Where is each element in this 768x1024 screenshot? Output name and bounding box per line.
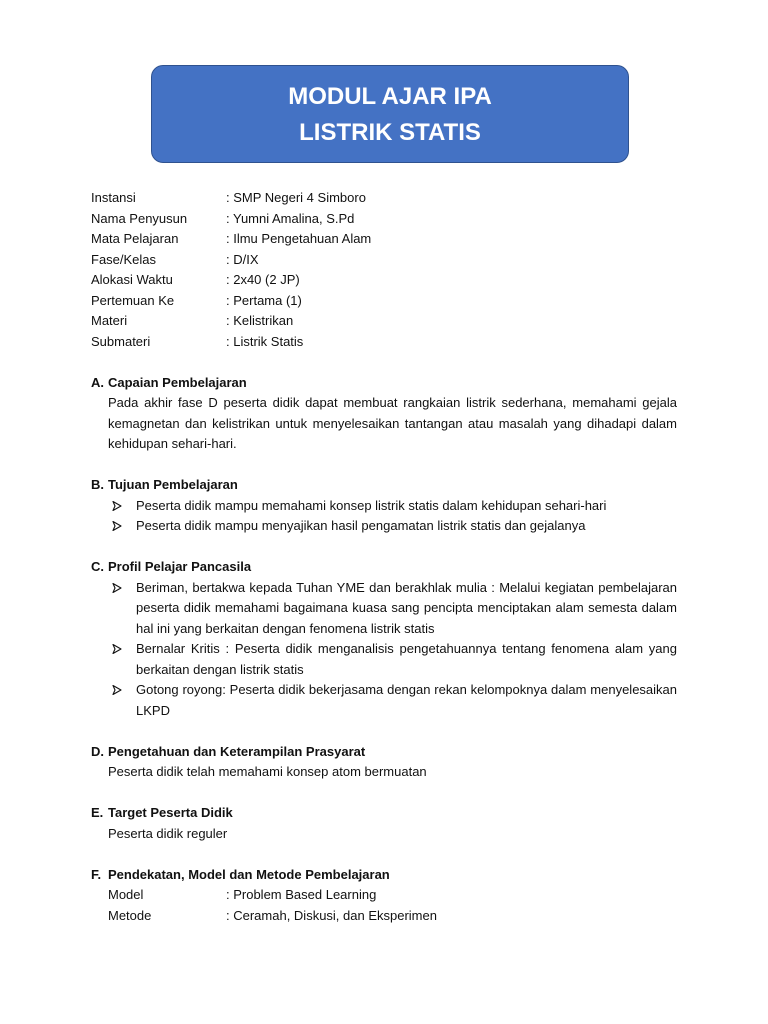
info-label: Instansi <box>91 190 136 205</box>
info-value: : SMP Negeri 4 Simboro <box>226 190 366 205</box>
arrowhead-bullet-icon <box>108 639 136 680</box>
document-content <box>91 188 677 926</box>
arrowhead-bullet-icon <box>108 496 136 517</box>
list-item <box>108 578 677 640</box>
section-body <box>108 824 677 845</box>
info-label: Alokasi Waktu <box>91 272 173 287</box>
section-letter: B. <box>91 477 104 492</box>
info-row-alokasi-waktu <box>91 270 677 291</box>
list-item-text: Beriman, bertakwa kepada Tuhan YME dan berakhlak mulia : Melalui kegiatan pembelajaran peserta didik memahami bagaimana kuasa sang pencipta menciptakan alam semesta dalam hal ini yang berkaitan dengan fenomena listrik statis <box>136 579 677 636</box>
info-row-fase-kelas <box>91 250 677 271</box>
section-body <box>108 496 677 537</box>
title-line-2: LISTRIK STATIS <box>299 119 481 146</box>
info-label: Submateri <box>91 333 151 349</box>
section-letter: D. <box>91 743 104 759</box>
list-item <box>108 516 677 537</box>
section-heading <box>91 475 677 496</box>
info-value: : Kelistrikan <box>226 313 294 328</box>
section-title: Pendekatan, Model dan Metode Pembelajaran <box>108 866 390 882</box>
section-capaian-pembelajaran <box>91 373 677 455</box>
section-tujuan-pembelajaran <box>91 475 677 537</box>
arrowhead-bullet-icon <box>108 578 136 640</box>
info-row-mata-pelajaran <box>91 229 677 250</box>
list-item <box>108 496 677 517</box>
method-value: : Problem Based Learning <box>226 887 377 902</box>
list-item-text: Bernalar Kritis : Peserta didik menganalisis pengetahuannya tentang fenomena alam yang berkaitan dengan listrik statis <box>136 641 677 677</box>
list-item <box>108 680 677 721</box>
section-heading <box>91 865 677 886</box>
section-body <box>108 885 677 926</box>
section-body <box>108 578 677 722</box>
list-item-text: Peserta didik mampu memahami konsep listrik statis dalam kehidupan sehari-hari <box>136 497 607 513</box>
section-pengetahuan-prasyarat <box>91 742 677 783</box>
info-row-penyusun <box>91 209 677 230</box>
info-label: Pertemuan Ke <box>91 292 175 308</box>
info-label: Materi <box>91 313 128 328</box>
section-title: Pengetahuan dan Keterampilan Prasyarat <box>108 743 366 759</box>
list-item <box>108 639 677 680</box>
section-target-peserta-didik <box>91 803 677 844</box>
info-label: Nama Penyusun <box>91 210 188 226</box>
section-heading <box>91 742 677 763</box>
info-row-materi <box>91 311 677 332</box>
info-label: Mata Pelajaran <box>91 231 179 246</box>
section-paragraph: Peserta didik reguler <box>108 825 228 841</box>
section-pendekatan-model-metode <box>91 865 677 927</box>
section-paragraph: Peserta didik telah memahami konsep atom bermuatan <box>108 764 427 779</box>
method-value: : Ceramah, Diskusi, dan Eksperimen <box>226 907 437 923</box>
model-row <box>108 885 677 906</box>
info-value: : Pertama (1) <box>226 292 302 308</box>
info-value: : Listrik Statis <box>226 333 304 349</box>
method-label: Model <box>108 887 144 902</box>
section-body <box>108 762 677 783</box>
section-title: Capaian Pembelajaran <box>108 374 247 390</box>
section-title: Tujuan Pembelajaran <box>108 477 238 492</box>
list-item-text: Peserta didik mampu menyajikan hasil pengamatan listrik statis dan gejalanya <box>136 518 586 533</box>
info-row-submateri <box>91 332 677 353</box>
section-letter: C. <box>91 559 104 574</box>
info-label: Fase/Kelas <box>91 251 157 267</box>
info-value: : D/IX <box>226 251 259 267</box>
list-item-text: Gotong royong: Peserta didik bekerjasama dengan rekan kelompoknya dalam menyelesaikan LKPD <box>136 682 677 718</box>
section-letter: A. <box>91 374 104 390</box>
section-heading <box>91 373 677 394</box>
title-line-1: MODUL AJAR IPA <box>288 83 492 110</box>
section-title: Target Peserta Didik <box>108 805 233 820</box>
info-value: : 2x40 (2 JP) <box>226 272 300 287</box>
section-body <box>108 393 677 455</box>
info-value: : Yumni Amalina, S.Pd <box>226 210 355 226</box>
info-row-instansi <box>91 188 677 209</box>
info-value: : Ilmu Pengetahuan Alam <box>226 231 372 246</box>
section-letter: F. <box>91 866 102 882</box>
section-heading <box>91 557 677 578</box>
section-letter: E. <box>91 805 104 820</box>
metode-row <box>108 906 677 927</box>
section-title: Profil Pelajar Pancasila <box>108 559 252 574</box>
title-banner <box>151 65 629 163</box>
section-paragraph: Pada akhir fase D peserta didik dapat membuat rangkaian listrik sederhana, memahami gejala kemagnetan dan kelistrikan untuk menyelesaikan tantangan atau masalah yang dihadapi dalam kehidupan sehari-hari. <box>108 395 677 451</box>
method-label: Metode <box>108 907 152 923</box>
info-table <box>91 188 677 352</box>
arrowhead-bullet-icon <box>108 680 136 721</box>
section-profil-pelajar-pancasila <box>91 557 677 721</box>
info-row-pertemuan <box>91 291 677 312</box>
section-heading <box>91 803 677 824</box>
arrowhead-bullet-icon <box>108 516 136 537</box>
